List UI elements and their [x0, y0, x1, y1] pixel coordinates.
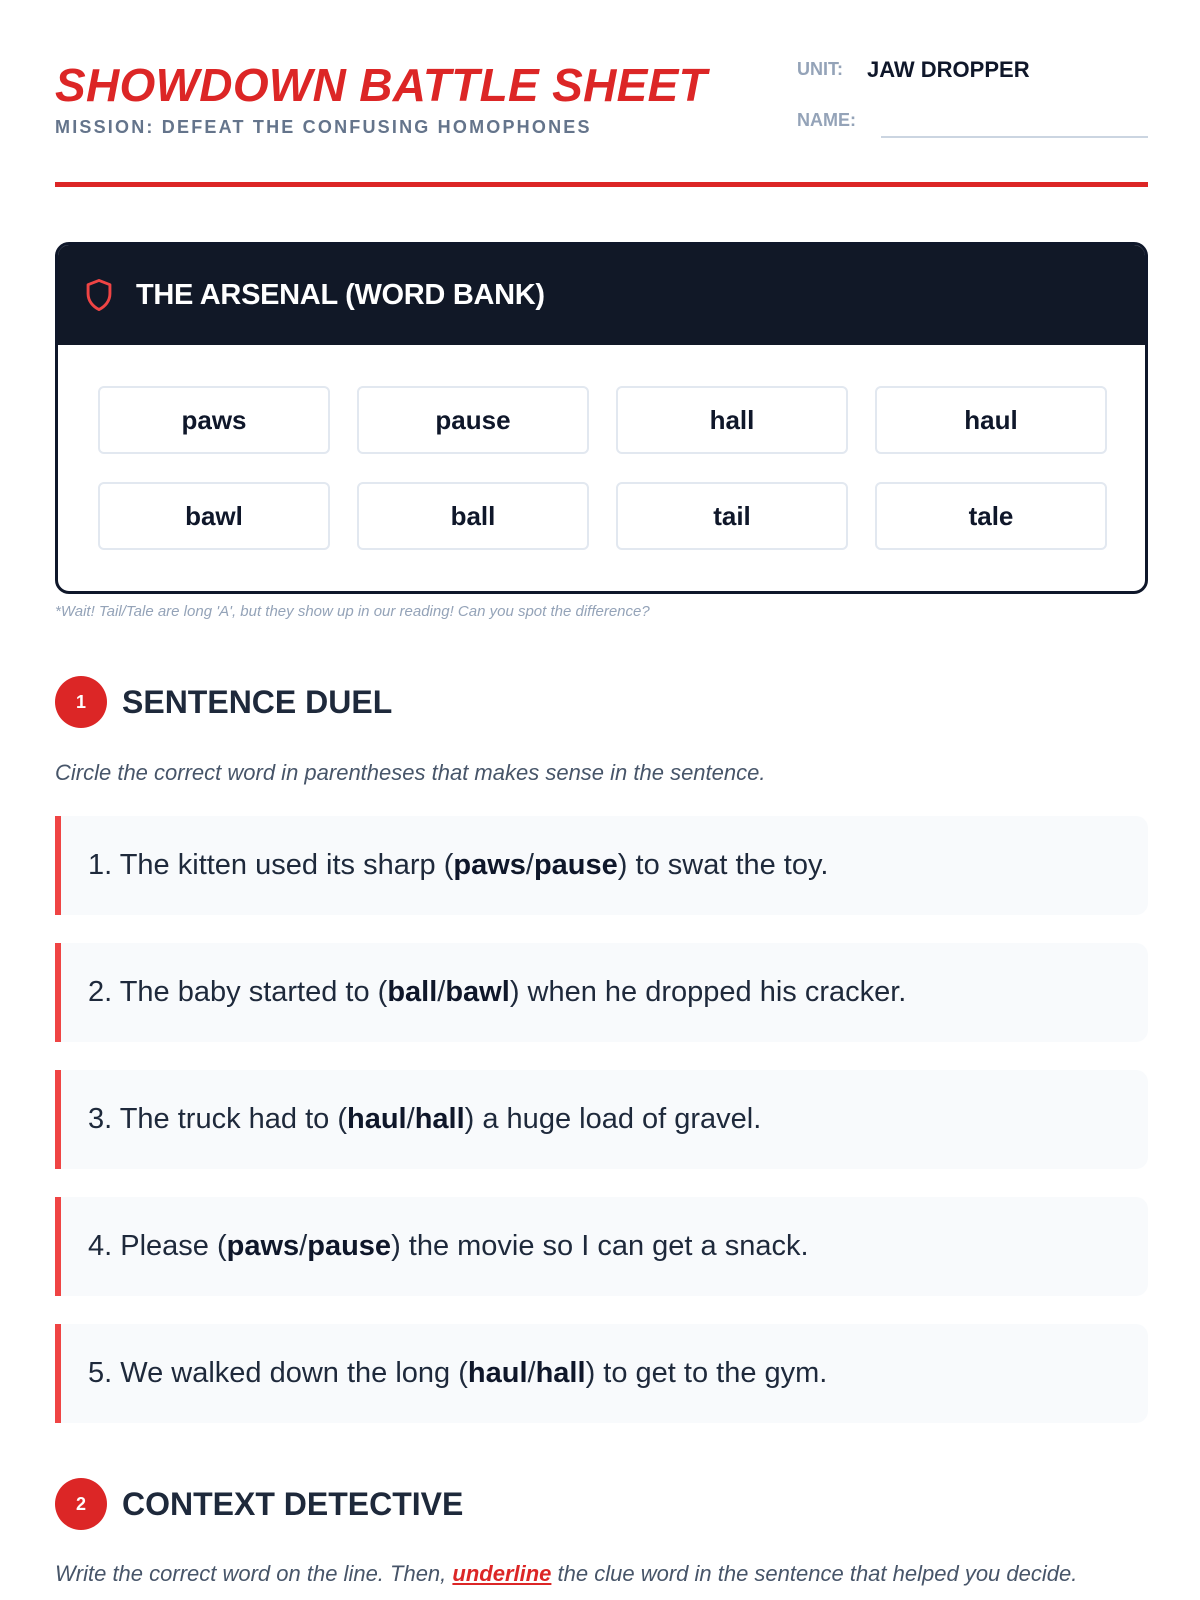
name-label: NAME: — [797, 110, 856, 130]
answer-option[interactable]: ball — [387, 976, 438, 1008]
word-chip: tale — [875, 482, 1107, 550]
word-bank-note: *Wait! Tail/Tale are long 'A', but they show up in our reading! Can you spot the difference? — [55, 603, 650, 620]
question-text: 1. The kitten used its sharp ( — [88, 849, 454, 881]
question-row — [55, 943, 1148, 1042]
word-bank-header — [58, 245, 1145, 345]
option-separator: / — [437, 976, 446, 1008]
section-1-instructions: Circle the correct word in parentheses that makes sense in the sentence. — [55, 760, 766, 785]
section-2-instructions — [55, 1561, 1077, 1587]
instruction-text: Write the correct word on the line. Then, — [55, 1561, 453, 1586]
word-bank — [55, 242, 1148, 594]
option-separator: / — [299, 1230, 308, 1262]
question-text: ) to get to the gym. — [585, 1357, 828, 1389]
shield-icon — [84, 278, 114, 312]
mission-subtitle: MISSION: DEFEAT THE CONFUSING HOMOPHONES — [55, 117, 592, 137]
question-text: ) when he dropped his cracker. — [509, 976, 907, 1008]
section-number-badge: 2 — [55, 1478, 107, 1530]
question-text: ) the movie so I can get a snack. — [391, 1230, 809, 1262]
answer-option[interactable]: hall — [535, 1357, 586, 1389]
question-text: 2. The baby started to ( — [88, 976, 388, 1008]
word-bank-grid — [98, 386, 1108, 550]
answer-option[interactable]: pause — [307, 1230, 392, 1262]
word-bank-title: THE ARSENAL (WORD BANK) — [136, 278, 545, 311]
answer-option[interactable]: paws — [453, 849, 526, 881]
word-chip: pause — [357, 386, 589, 454]
question-text: 5. We walked down the long ( — [88, 1357, 468, 1389]
answer-option[interactable]: pause — [533, 849, 618, 881]
option-separator: / — [406, 1103, 415, 1135]
section-title: SENTENCE DUEL — [122, 683, 393, 720]
question-row — [55, 1070, 1148, 1169]
question-row — [55, 816, 1148, 915]
section-number-badge: 1 — [55, 676, 107, 728]
question-row — [55, 1324, 1148, 1423]
word-chip: tail — [616, 482, 848, 550]
question-text: ) a huge load of gravel. — [464, 1103, 762, 1135]
unit-label: UNIT: — [797, 59, 843, 79]
answer-option[interactable]: bawl — [445, 976, 510, 1008]
option-separator: / — [527, 1357, 536, 1389]
instruction-text: the clue word in the sentence that helped you decide. — [551, 1561, 1078, 1586]
underline-emphasis: underline — [452, 1561, 552, 1586]
word-chip: haul — [875, 386, 1107, 454]
option-separator: / — [525, 849, 534, 881]
word-chip: bawl — [98, 482, 330, 550]
word-chip: paws — [98, 386, 330, 454]
header — [55, 50, 1145, 140]
section-1-heading — [55, 676, 392, 728]
section-2-heading — [55, 1478, 463, 1530]
name-field-line[interactable] — [881, 136, 1148, 138]
word-chip: hall — [616, 386, 848, 454]
question-text: 4. Please ( — [88, 1230, 227, 1262]
unit-value: JAW DROPPER — [867, 57, 1030, 82]
question-row — [55, 1197, 1148, 1296]
page-title: SHOWDOWN BATTLE SHEET — [55, 59, 707, 111]
answer-option[interactable]: haul — [467, 1357, 528, 1389]
question-text: 3. The truck had to ( — [88, 1103, 347, 1135]
section-title: CONTEXT DETECTIVE — [122, 1485, 464, 1522]
answer-option[interactable]: paws — [226, 1230, 300, 1262]
header-divider — [55, 182, 1148, 187]
question-text: ) to swat the toy. — [617, 849, 829, 881]
answer-option[interactable]: haul — [347, 1103, 407, 1135]
word-chip: ball — [357, 482, 589, 550]
answer-option[interactable]: hall — [414, 1103, 465, 1135]
